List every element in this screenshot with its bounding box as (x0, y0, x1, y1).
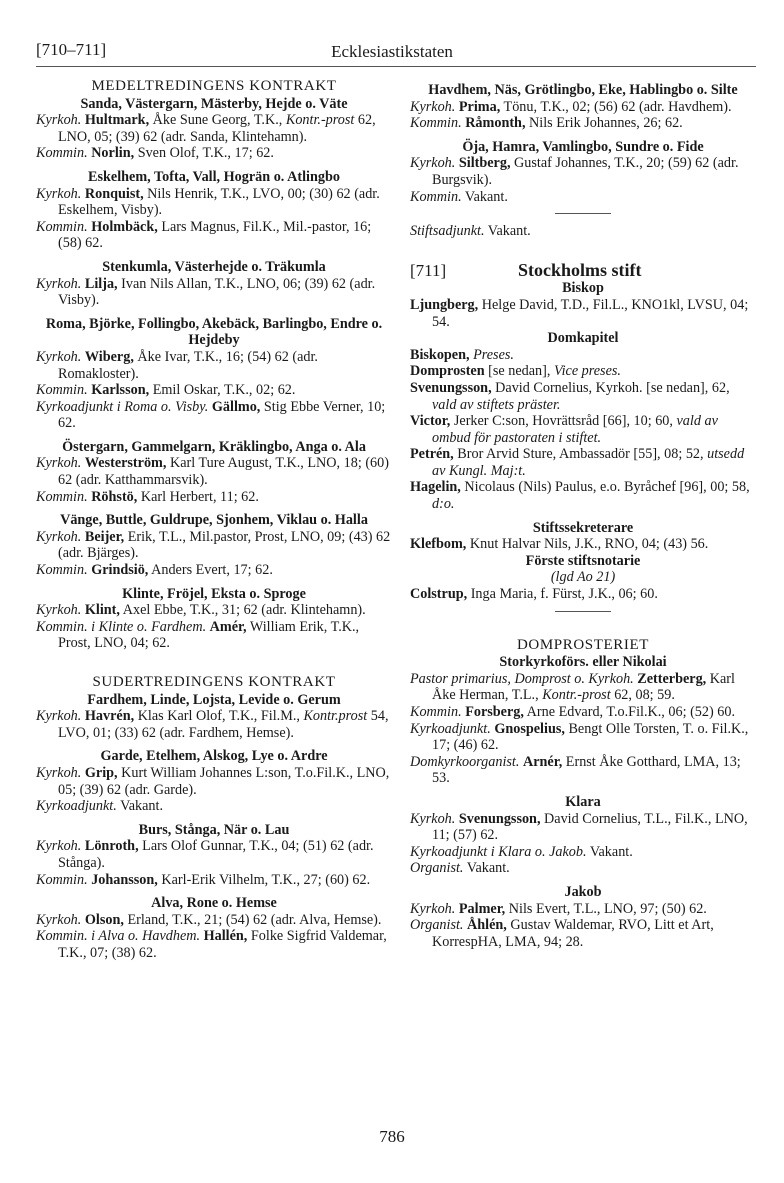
parish-heading: Jakob (564, 883, 602, 900)
clergy-entry: Pastor primarius, Domprost o. Kyrkoh. Zetterberg, Karl Åke Herman, T.L., Kontr.-prost 62, 08; 59. (410, 670, 735, 704)
clergy-entry: Kommin. Röhstö, Karl Herbert, 11; 62. (36, 488, 259, 505)
chapter-entry: Hagelin, Nicolaus (Nils) Paulus, e.o. Byråchef [96], 00; 58, d:o. (410, 479, 750, 513)
diocese-heading (410, 259, 756, 280)
clergy-entry: Kommin. Råmonth, Nils Erik Johannes, 26; 62. (410, 115, 683, 132)
clergy-entry: Kommin. Forsberg, Arne Edvard, T.o.Fil.K., 06; (52) 60. (410, 704, 735, 720)
parish-heading: Fardhem, Linde, Lojsta, Levide o. Gerum (87, 691, 341, 708)
clergy-entry: Kyrkoh. Lilja, Ivan Nils Allan, T.K., LNO, 06; (39) 62 (adr. Visby). (36, 275, 376, 309)
parish-heading: Stenkumla, Västerhejde o. Träkumla (102, 258, 326, 275)
deanery-title: DOMPROSTERIET (517, 636, 649, 653)
clergy-entry: Kyrkoh. Prima, Tönu, T.K., 02; (56) 62 (adr. Havdhem). (410, 98, 732, 115)
office-heading: Stiftssekreterare (532, 519, 634, 536)
clergy-entry: Ljungberg, Helge David, T.D., Fil.L., KNO1kl, LVSU, 04; 54. (410, 296, 749, 330)
office-heading: Domkapitel (547, 330, 619, 347)
parish-heading: Eskelhem, Tofta, Vall, Hogrän o. Atlingbo (88, 168, 340, 185)
clergy-entry: Organist. Vakant. (410, 860, 510, 877)
page-number: 786 (379, 1127, 405, 1146)
clergy-entry: Kommin. i Alva o. Havdhem. Hallén, Folke Sigfrid Valdemar, T.K., 07; (38) 62. (36, 928, 387, 961)
clergy-entry: Klefbom, Knut Halvar Nils, J.K., RNO, 04; (43) 56. (410, 536, 709, 553)
chapter-entry: Petrén, Bror Arvid Sture, Ambassadör [55], 08; 52, utsedd av Kungl. Maj:t. (410, 446, 745, 479)
office-subheading: (lgd Ao 21) (550, 569, 616, 586)
office-heading: Förste stiftsnotarie (525, 552, 641, 569)
parish-heading: Vänge, Buttle, Guldrupe, Sjonhem, Viklau o. Halla (60, 512, 368, 529)
parish-heading: Havdhem, Näs, Grötlingbo, Eke, Hablingbo o. Silte (428, 82, 738, 98)
clergy-entry: Kyrkoh. Palmer, Nils Evert, T.L., LNO, 97; (50) 62. (410, 900, 707, 917)
office-heading: Biskop (562, 280, 604, 297)
parish-heading: Alva, Rone o. Hemse (151, 895, 277, 912)
clergy-entry: Kyrkoh. Siltberg, Gustaf Johannes, T.K., 20; (59) 62 (adr. Burgsvik). (410, 155, 739, 188)
clergy-entry: Kommin. Holmbäck, Lars Magnus, Fil.K., Mil.-pastor, 16; (58) 62. (36, 218, 372, 252)
parish-heading: Klara (565, 793, 601, 810)
clergy-entry: Kyrkoadjunkt. Vakant. (36, 798, 164, 815)
parish-heading: Sanda, Västergarn, Mästerby, Hejde o. Väte (80, 95, 348, 112)
parish-heading: Roma, Björke, Follingbo, Akebäck, Barlingbo, Endre o. Hejdeby (45, 315, 383, 349)
clergy-entry: Kyrkoh. Havrén, Klas Karl Olof, T.K., Fil.M., Kontr.prost 54, LVO, 01; (33) 62 (adr. Fardhem, Hemse). (36, 708, 389, 741)
clergy-entry: Colstrup, Inga Maria, f. Fürst, J.K., 06; 60. (410, 586, 658, 603)
clergy-entry: Kyrkoh. Olson, Erland, T.K., 21; (54) 62 (adr. Alva, Hemse). (36, 911, 382, 928)
parish-heading: Klinte, Fröjel, Eksta o. Sproge (122, 585, 306, 602)
header-rule (36, 66, 756, 67)
clergy-entry: Kyrkoh. Ronquist, Nils Henrik, T.K., LVO, 00; (30) 62 (adr. Eskelhem, Visby). (36, 185, 380, 219)
clergy-entry: Kyrkoh. Svenungsson, David Cornelius, T.L., Fil.K., LNO, 11; (57) 62. (410, 810, 748, 844)
page-range: [710–711] (36, 40, 107, 59)
clergy-entry: Kommin. Karlsson, Emil Oskar, T.K., 02; 62. (36, 382, 296, 399)
clergy-entry: Kyrkoadjunkt i Roma o. Visby. Gällmo, Stig Ebbe Verner, 10; 62. (36, 398, 386, 432)
clergy-entry: Domkyrkoorganist. Arnér, Ernst Åke Gotthard, LMA, 13; 53. (410, 753, 741, 787)
left-column (36, 78, 392, 962)
clergy-entry: Kyrkoh. Lönroth, Lars Olof Gunnar, T.K., 04; (51) 62 (adr. Stånga). (36, 838, 374, 871)
clergy-entry: Kyrkoh. Hultmark, Åke Sune Georg, T.K., Kontr.-prost 62, LNO, 05; (39) 62 (adr. Sanda, Klintehamn). (36, 112, 376, 145)
divider (555, 213, 611, 214)
parish-heading: Storkyrkoförs. eller Nikolai (499, 654, 667, 671)
parish-heading: Burs, Stånga, När o. Lau (138, 821, 290, 838)
chapter-entry: Svenungsson, David Cornelius, Kyrkoh. [se nedan], 62, vald av stiftets präster. (410, 379, 730, 413)
clergy-entry: Kyrkoadjunkt. Gnospelius, Bengt Olle Torsten, T. o. Fil.K., 17; (46) 62. (410, 720, 749, 754)
right-column (410, 82, 756, 950)
clergy-entry: Kommin. Norlin, Sven Olof, T.K., 17; 62. (36, 145, 274, 162)
section-number: [711] (410, 260, 447, 280)
clergy-entry: Organist. Åhlén, Gustav Waldemar, RVO, Litt et Art, KorrespHA, LMA, 94; 28. (410, 917, 714, 950)
contract-title: MEDELTREDINGENS KONTRAKT (91, 78, 337, 94)
chapter-entry: Domprosten [se nedan], Vice preses. (410, 363, 621, 380)
clergy-entry: Kommin. Vakant. (410, 188, 508, 205)
running-title: Ecklesiastikstaten (331, 42, 453, 61)
clergy-entry: Kyrkoadjunkt i Klara o. Jakob. Vakant. (410, 843, 633, 860)
clergy-entry: Kyrkoh. Beijer, Erik, T.L., Mil.pastor, Prost, LNO, 09; (43) 62 (adr. Bjärges). (36, 528, 391, 562)
parish-heading: Öja, Hamra, Vamlingbo, Sundre o. Fide (462, 138, 704, 155)
clergy-entry: Kyrkoh. Klint, Axel Ebbe, T.K., 31; 62 (adr. Klintehamn). (36, 602, 366, 619)
clergy-entry: Kommin. Grindsiö, Anders Evert, 17; 62. (36, 562, 273, 579)
clergy-entry: Kommin. Johansson, Karl-Erik Vilhelm, T.K., 27; (60) 62. (36, 871, 371, 888)
chapter-entry: Biskopen, Preses. (410, 346, 514, 363)
parish-heading: Östergarn, Gammelgarn, Kräklingbo, Anga o. Ala (62, 438, 366, 455)
contract-title: SUDERTREDINGENS KONTRAKT (92, 674, 336, 690)
diocese-title: Stockholms stift (518, 259, 642, 280)
clergy-entry: Kyrkoh. Wiberg, Åke Ivar, T.K., 16; (54) 62 (adr. Romakloster). (36, 348, 318, 382)
divider (555, 611, 611, 612)
parish-heading: Garde, Etelhem, Alskog, Lye o. Ardre (100, 748, 328, 765)
clergy-entry: Kyrkoh. Westerström, Karl Ture August, T.K., LNO, 18; (60) 62 (adr. Katthammarsvik). (36, 455, 389, 489)
clergy-entry: Kommin. i Klinte o. Fardhem. Amér, William Erik, T.K., Prost, LNO, 04; 62. (36, 618, 360, 652)
clergy-entry: Kyrkoh. Grip, Kurt William Johannes L:son, T.o.Fil.K., LNO, 05; (39) 62 (adr. Garde). (36, 764, 390, 798)
clergy-entry: Stiftsadjunkt. Vakant. (410, 223, 531, 240)
chapter-entry: Victor, Jerker C:son, Hovrättsråd [66], 10; 60, vald av ombud för pastoraten i stiftet. (410, 413, 718, 446)
